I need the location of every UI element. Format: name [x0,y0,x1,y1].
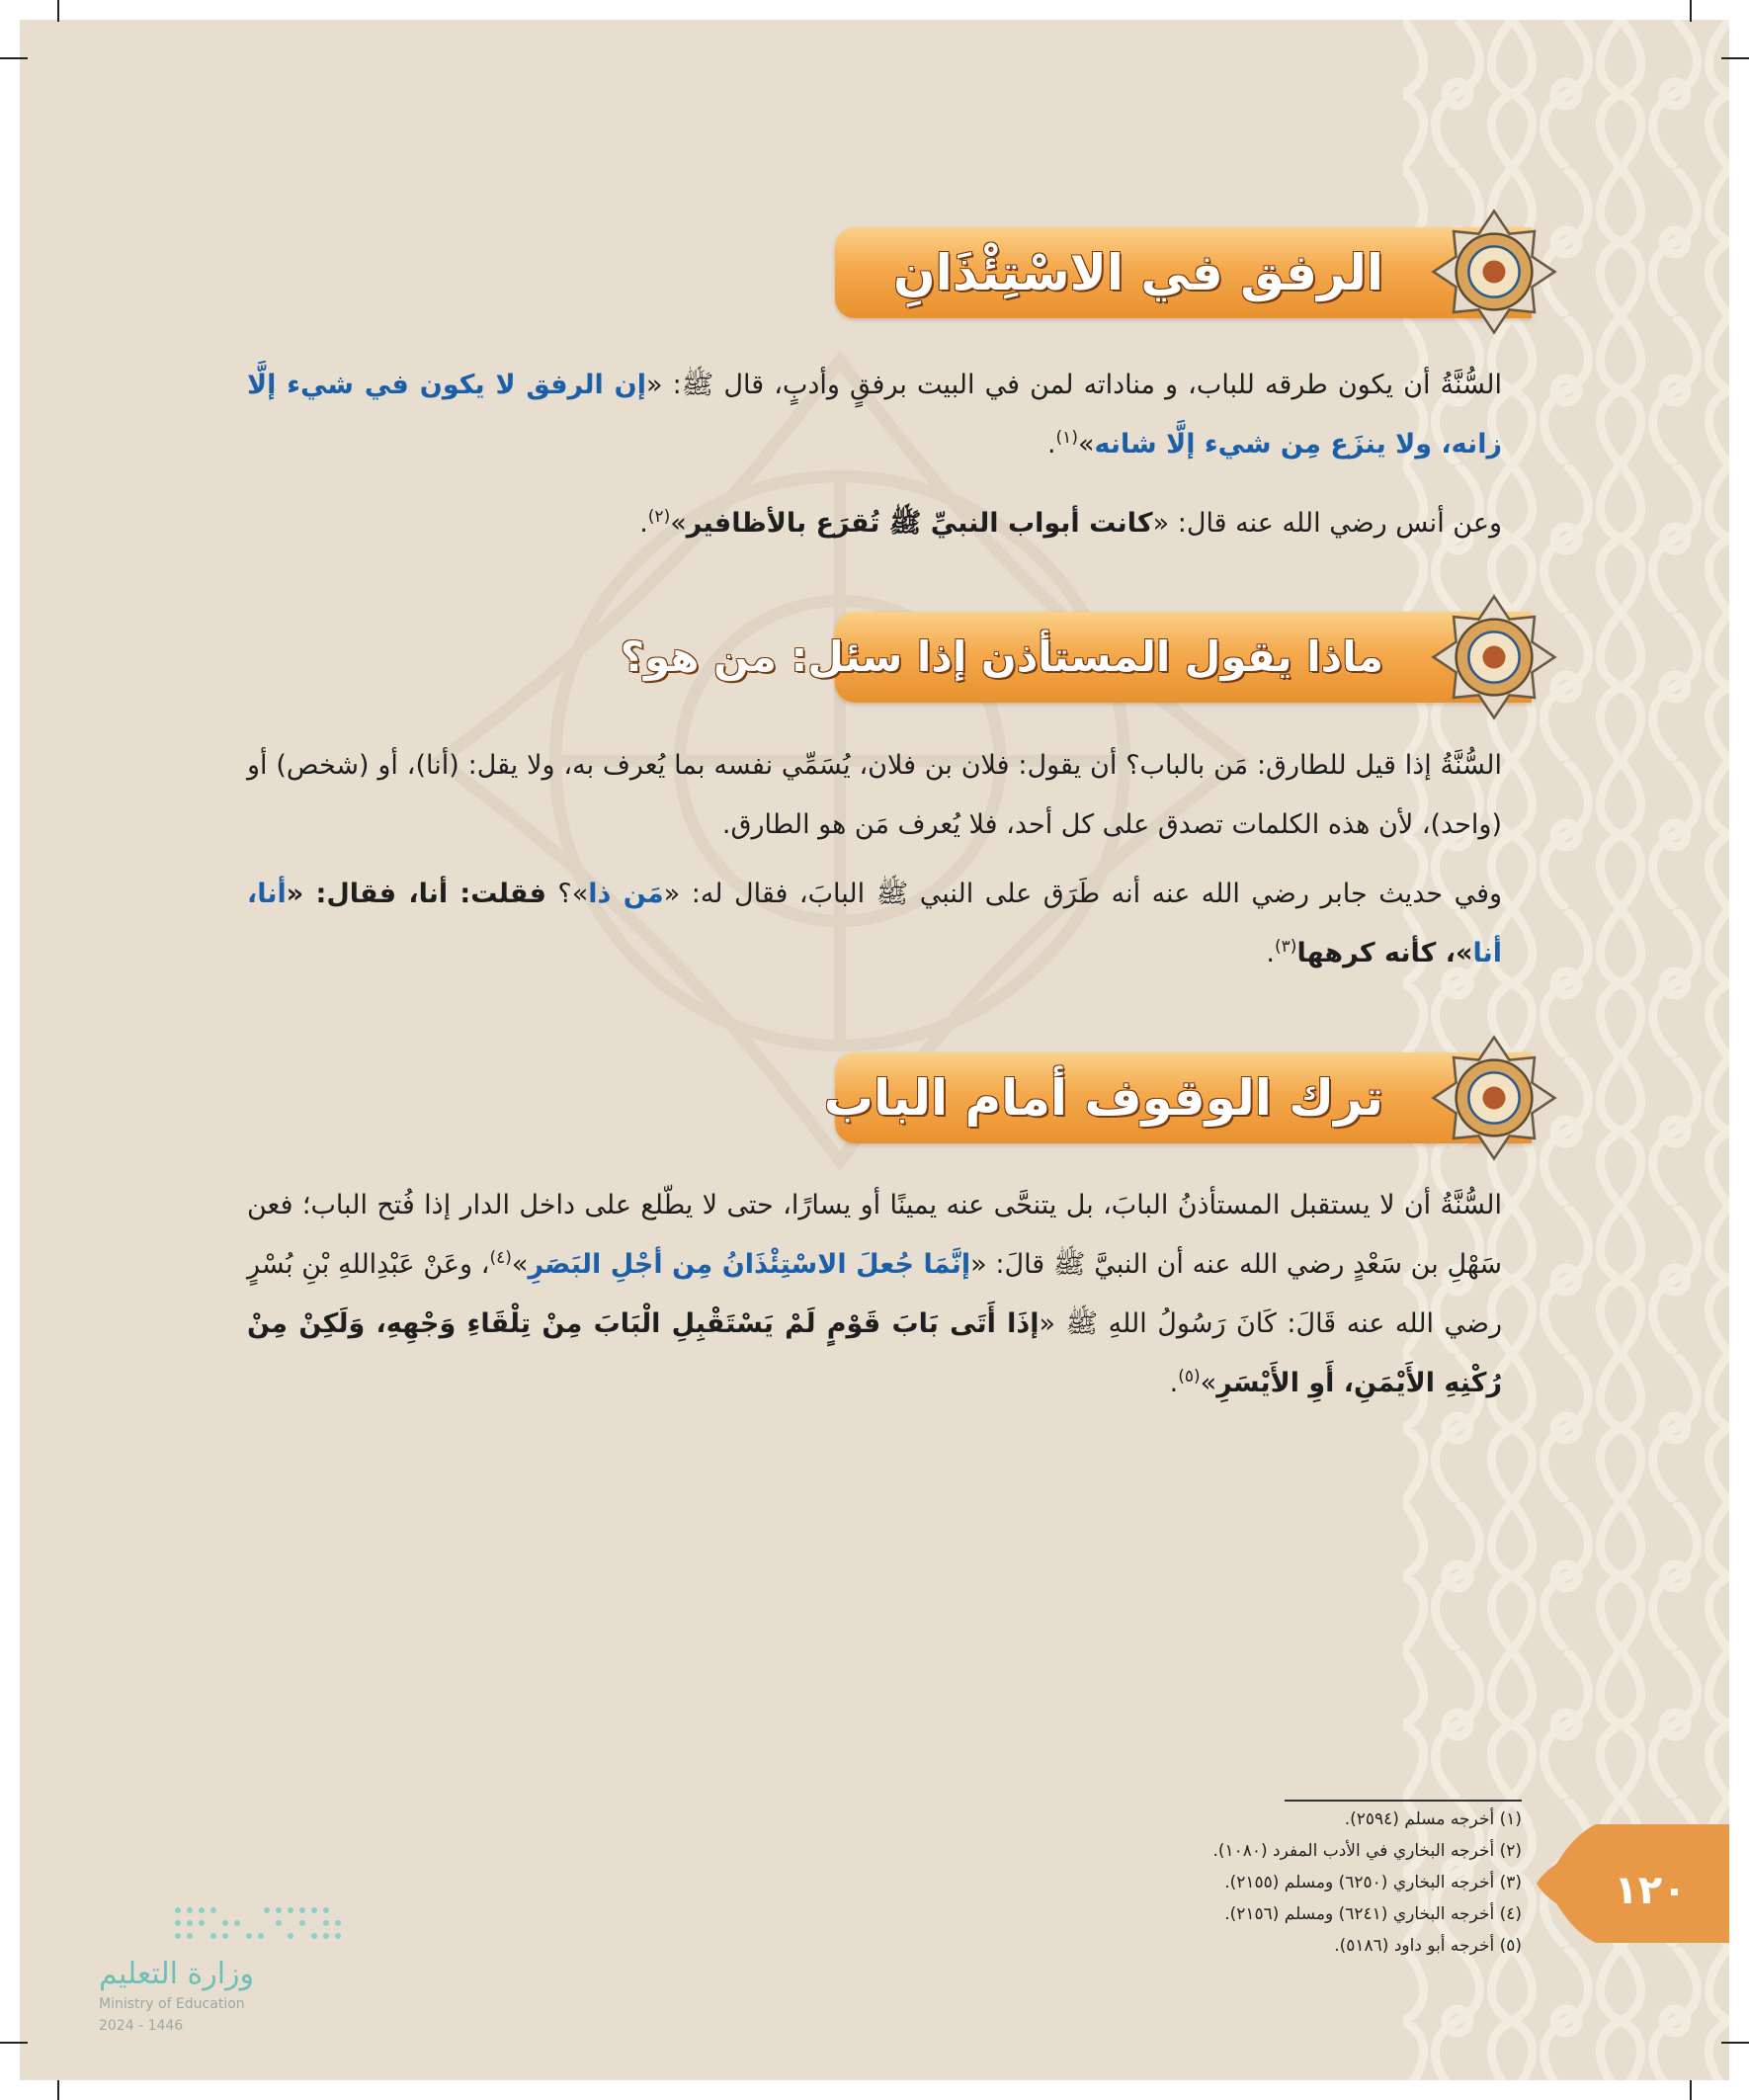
paragraph-text: » [1077,429,1095,460]
paragraph-text: فقلت: أنا، فقال: « [286,879,546,909]
paragraph-text: » [511,1249,529,1280]
crop-mark [1690,0,1692,22]
footnote-marker: (٥) [1178,1367,1201,1386]
hadith-highlight: إنَّمَا جُعلَ الاسْتِئْذَانُ مِن أجْلِ البَصَرِ [528,1249,971,1280]
crop-mark [1721,2042,1749,2044]
section-1-paragraph-1 [247,356,1502,474]
ministry-name-english: Ministry of Education [99,1996,245,2012]
paragraph-text: »، كأنه كرهها [1296,938,1473,968]
paragraph-text: » [1200,1368,1217,1398]
section-2-banner [620,612,1532,703]
section-3-paragraph-1 [247,1176,1502,1413]
section-2-title: ماذا يقول المستأذن إذا سئل: من هو؟ [620,632,1383,681]
footnote-divider [1285,1800,1522,1802]
footnote-5: (٥) أخرجه أبو داود (٥١٨٦). [1334,1936,1522,1956]
paragraph-text: إذَا أَتَى بَابَ قَوْمٍ لَمْ يَسْتَقْبِلِ الْبَابَ مِنْ تِلْقَاءِ وَجْهِهِ، وَلَكِنْ مِنْ رُكْنِهِ الأَيْمَنِ، أَوِ الأَيْسَرِ [247,1308,1502,1398]
ministry-logo-icon [168,1902,346,1944]
paragraph-text: ، وعَنْ عَبْدِاللهِ بْنِ بُسْرٍ رضي الله عنه قَالَ: كَانَ رَسُولُ اللهِ ﷺ « [247,1249,1503,1339]
footnote-marker: (١) [1055,428,1078,448]
section-2-paragraph-1 [247,736,1502,855]
paragraph-text: . [1266,938,1276,968]
paragraph-text: وعن أنس رضي الله عنه قال: « [1152,508,1502,539]
section-1-paragraph-2 [247,494,1502,553]
crop-mark [0,2042,28,2044]
crop-mark [1690,2080,1692,2100]
crop-mark [0,57,28,59]
rosette-icon [1431,209,1557,335]
page-number: ١٢٠ [1614,1868,1687,1913]
paragraph-text: كانت أبواب النبيِّ ﷺ تُقرَع بالأظافير [686,508,1153,539]
paragraph-text: . [1169,1368,1179,1398]
footnote-2: (٢) أخرجه البخاري في الأدب المفرد (١٠٨٠). [1212,1841,1522,1861]
footnote-1: (١) أخرجه مسلم (٢٥٩٤). [1344,1809,1522,1829]
paragraph-text: . [639,508,648,539]
footnote-3: (٣) أخرجه البخاري (٦٢٥٠) ومسلم (٢١٥٥). [1224,1873,1522,1892]
paragraph-text: السُّنَّةُ أن يكون طرقه للباب، و مناداته لمن في البيت برفقٍ وأدبٍ، قال ﷺ: « [645,370,1502,400]
paragraph-text: »؟ [545,879,589,909]
crop-mark [57,0,59,22]
paragraph-text: السُّنَّةُ إذا قيل للطارق: مَن بالباب؟ أن يقول: فلان بن فلان، يُسَمِّي نفسه بما يُعرف به، ولا يقل: (أنا)، أو (شخص) أو (واحد)، لأن هذه الكلمات تصدق على كل أحد، فلا يُعرف مَن هو الطارق. [247,750,1502,840]
paragraph-text: » [670,508,687,539]
paragraph-text: . [1046,429,1056,460]
rosette-icon [1431,1035,1557,1161]
crop-mark [57,2080,59,2100]
hadith-highlight: مَن ذا [588,879,664,909]
hadith-highlight: إن الرفق لا يكون في شيء إلَّا زانه، ولا ينزَع مِن شيء إلَّا شانه [247,370,1502,460]
section-3-banner [823,1052,1532,1143]
hadith-highlight: أنا، أنا [247,879,1502,968]
crop-mark [1721,57,1749,59]
paragraph-text: السُّنَّةُ أن لا يستقبل المستأذنُ البابَ، بل يتنحَّى عنه يمينًا أو يسارًا، حتى لا يطّلع على داخل الدار إذا فُتح الباب؛ فعن سَهْلِ بن سَعْدٍ رضي الله عنه أن النبيَّ ﷺ قالَ: « [247,1190,1502,1280]
section-3-title: ترك الوقوف أمام الباب [823,1069,1383,1127]
rosette-icon [1431,594,1557,720]
paragraph-text: وفي حديث جابر رضي الله عنه أنه طَرَق على النبي ﷺ البابَ، فقال له: « [663,879,1503,909]
ministry-name-arabic: وزارة التعليم [99,1957,255,1991]
section-1-title: الرفق في الاسْتِئْذَانِ [892,244,1383,301]
footnote-marker: (٤) [489,1248,512,1268]
footnote-marker: (٣) [1275,937,1297,957]
page [20,20,1729,2080]
section-2-paragraph-2 [247,865,1502,983]
footnote-4: (٤) أخرجه البخاري (٦٢٤١) ومسلم (٢١٥٦). [1224,1904,1522,1924]
edition-year: 2024 - 1446 [99,2018,184,2034]
section-1-banner [835,227,1532,318]
footnote-marker: (٢) [647,507,671,527]
